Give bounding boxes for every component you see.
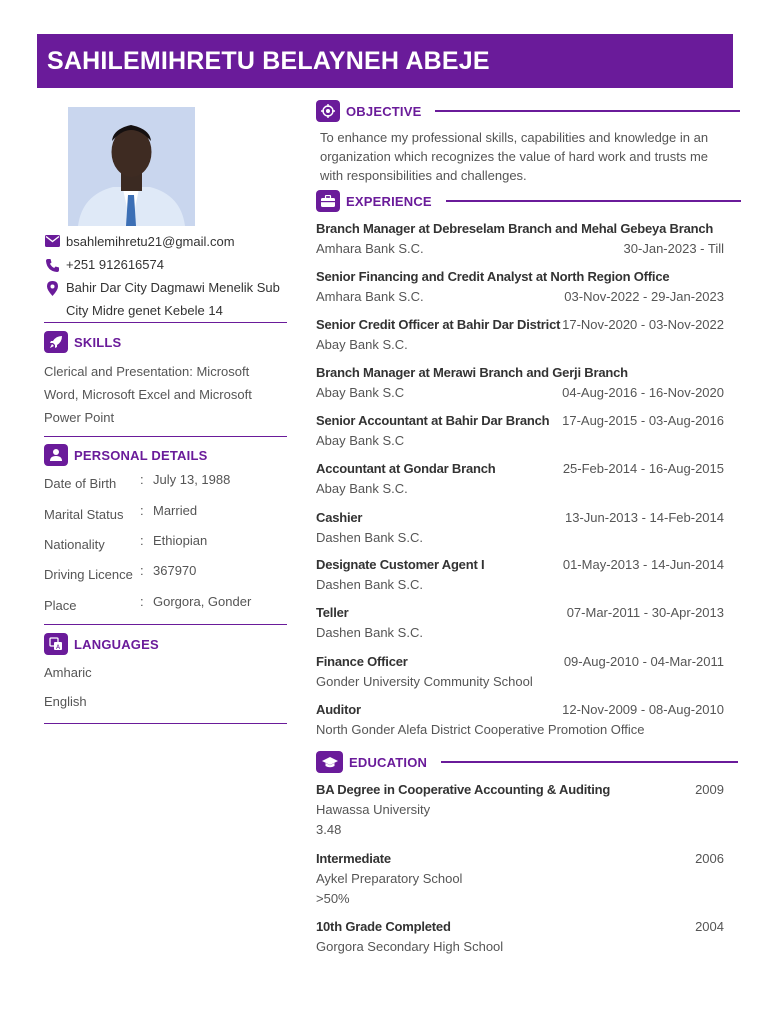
school-name: Gorgora Secondary High School (316, 939, 504, 954)
degree-title: Intermediate (316, 851, 391, 866)
job-title: Cashier (316, 510, 363, 525)
personal-value: July 13, 1988 (153, 472, 231, 487)
job-title: Designate Customer Agent I (316, 557, 485, 572)
job-title: Accountant at Gondar Branch (316, 461, 496, 476)
personal-label: Date of Birth (44, 476, 117, 491)
phone-icon (44, 258, 60, 273)
translate-icon (44, 633, 68, 655)
job-org: North Gonder Alefa District Cooperative Promotion Office (316, 722, 645, 737)
profile-photo (68, 107, 195, 226)
contact-email (44, 234, 291, 253)
experience-heading (316, 190, 741, 212)
graduation-cap-icon (316, 751, 343, 773)
experience-title: EXPERIENCE (346, 193, 432, 209)
target-icon (316, 100, 340, 122)
job-dates: 07-Mar-2011 - 30-Apr-2013 (566, 605, 724, 620)
job-dates: 17-Aug-2015 - 03-Aug-2016 (562, 413, 724, 428)
language-item: English (44, 694, 87, 709)
email-text: bsahlemihretu21@gmail.com (66, 234, 235, 249)
personal-label: Driving Licence (44, 567, 133, 582)
personal-details-heading (44, 444, 207, 466)
job-org: Abay Bank S.C. (316, 337, 408, 352)
divider (44, 624, 287, 625)
job-dates: 01-May-2013 - 14-Jun-2014 (562, 557, 724, 572)
person-icon (44, 444, 68, 466)
objective-heading (316, 100, 740, 122)
full-name: SAHILEMIHRETU BELAYNEH ABEJE (47, 47, 490, 75)
colon: : (140, 472, 144, 487)
job-org: Dashen Bank S.C. (316, 625, 423, 640)
job-dates: 03-Nov-2022 - 29-Jan-2023 (564, 289, 724, 304)
job-dates: 30-Jan-2023 - Till (623, 241, 724, 256)
school-name: Hawassa University (316, 802, 431, 817)
language-item: Amharic (44, 665, 92, 680)
job-dates: 12-Nov-2009 - 08-Aug-2010 (562, 702, 724, 717)
degree-title: 10th Grade Completed (316, 919, 451, 934)
job-org: Abay Bank S.C (316, 433, 405, 448)
education-year: 2006 (695, 851, 724, 866)
personal-value: Married (153, 503, 198, 518)
contact-phone (44, 257, 291, 276)
envelope-icon (44, 235, 60, 247)
education-result: 3.48 (316, 822, 342, 837)
job-dates: 17-Nov-2020 - 03-Nov-2022 (562, 317, 724, 332)
job-dates: 13-Jun-2013 - 14-Feb-2014 (565, 510, 724, 525)
location-pin-icon (44, 281, 60, 296)
heading-rule (446, 200, 741, 202)
job-title: Auditor (316, 702, 361, 717)
divider (44, 723, 287, 724)
job-title: Teller (316, 605, 349, 620)
job-org: Gonder University Community School (316, 674, 533, 689)
job-org: Abay Bank S.C (316, 385, 405, 400)
contact-address (44, 280, 291, 322)
objective-title: OBJECTIVE (346, 103, 422, 119)
job-title: Branch Manager at Merawi Branch and Gerji Branch (316, 365, 628, 380)
divider (44, 322, 287, 323)
education-year: 2009 (695, 782, 724, 797)
job-org: Amhara Bank S.C. (316, 241, 424, 256)
heading-rule (435, 110, 740, 112)
job-org: Dashen Bank S.C. (316, 577, 423, 592)
personal-value: 367970 (153, 563, 197, 578)
colon: : (140, 533, 144, 548)
personal-label: Place (44, 598, 77, 613)
education-title: EDUCATION (349, 754, 428, 770)
education-result: >50% (316, 891, 350, 906)
colon: : (140, 594, 144, 609)
degree-title: BA Degree in Cooperative Accounting & Auditing (316, 782, 611, 797)
skills-text: Clerical and Presentation: Microsoft Word, Microsoft Excel and Microsoft Power Point (44, 364, 252, 425)
personal-value: Ethiopian (153, 533, 208, 548)
svg-text:A: A (55, 644, 61, 651)
job-title: Senior Financing and Credit Analyst at North Region Office (316, 269, 670, 284)
education-heading (316, 751, 738, 773)
job-org: Abay Bank S.C. (316, 481, 408, 496)
briefcase-icon (316, 190, 340, 212)
job-dates: 09-Aug-2010 - 04-Mar-2011 (563, 654, 724, 669)
personal-value: Gorgora, Gonder (153, 594, 252, 609)
languages-heading (44, 633, 159, 655)
job-dates: 25-Feb-2014 - 16-Aug-2015 (562, 461, 724, 476)
job-org: Amhara Bank S.C. (316, 289, 424, 304)
name-banner (37, 34, 733, 88)
heading-rule (441, 761, 738, 763)
address-text: Bahir Dar City Dagmawi Menelik Sub City Midre genet Kebele 14 (66, 280, 280, 318)
job-dates: 04-Aug-2016 - 16-Nov-2020 (562, 385, 724, 400)
phone-text: +251 912616574 (66, 257, 164, 272)
job-org: Dashen Bank S.C. (316, 530, 423, 545)
personal-label: Marital Status (44, 507, 124, 522)
colon: : (140, 503, 144, 518)
personal-details-title: PERSONAL DETAILS (74, 447, 208, 463)
job-title: Finance Officer (316, 654, 408, 669)
objective-text: To enhance my professional skills, capabilities and knowledge in an organization which recognizes the value of hard work and trusts me with responsibilities and challenges. (320, 130, 709, 183)
school-name: Aykel Preparatory School (316, 871, 463, 886)
skills-title: SKILLS (74, 334, 122, 350)
job-title: Senior Accountant at Bahir Dar Branch (316, 413, 550, 428)
job-title: Branch Manager at Debreselam Branch and Mehal Gebeya Branch (316, 221, 714, 236)
personal-label: Nationality (44, 537, 105, 552)
skills-heading (44, 331, 121, 353)
languages-title: LANGUAGES (74, 636, 159, 652)
education-year: 2004 (695, 919, 724, 934)
colon: : (140, 563, 144, 578)
job-title: Senior Credit Officer at Bahir Dar District (316, 317, 561, 332)
rocket-icon (44, 331, 68, 353)
divider (44, 436, 287, 437)
